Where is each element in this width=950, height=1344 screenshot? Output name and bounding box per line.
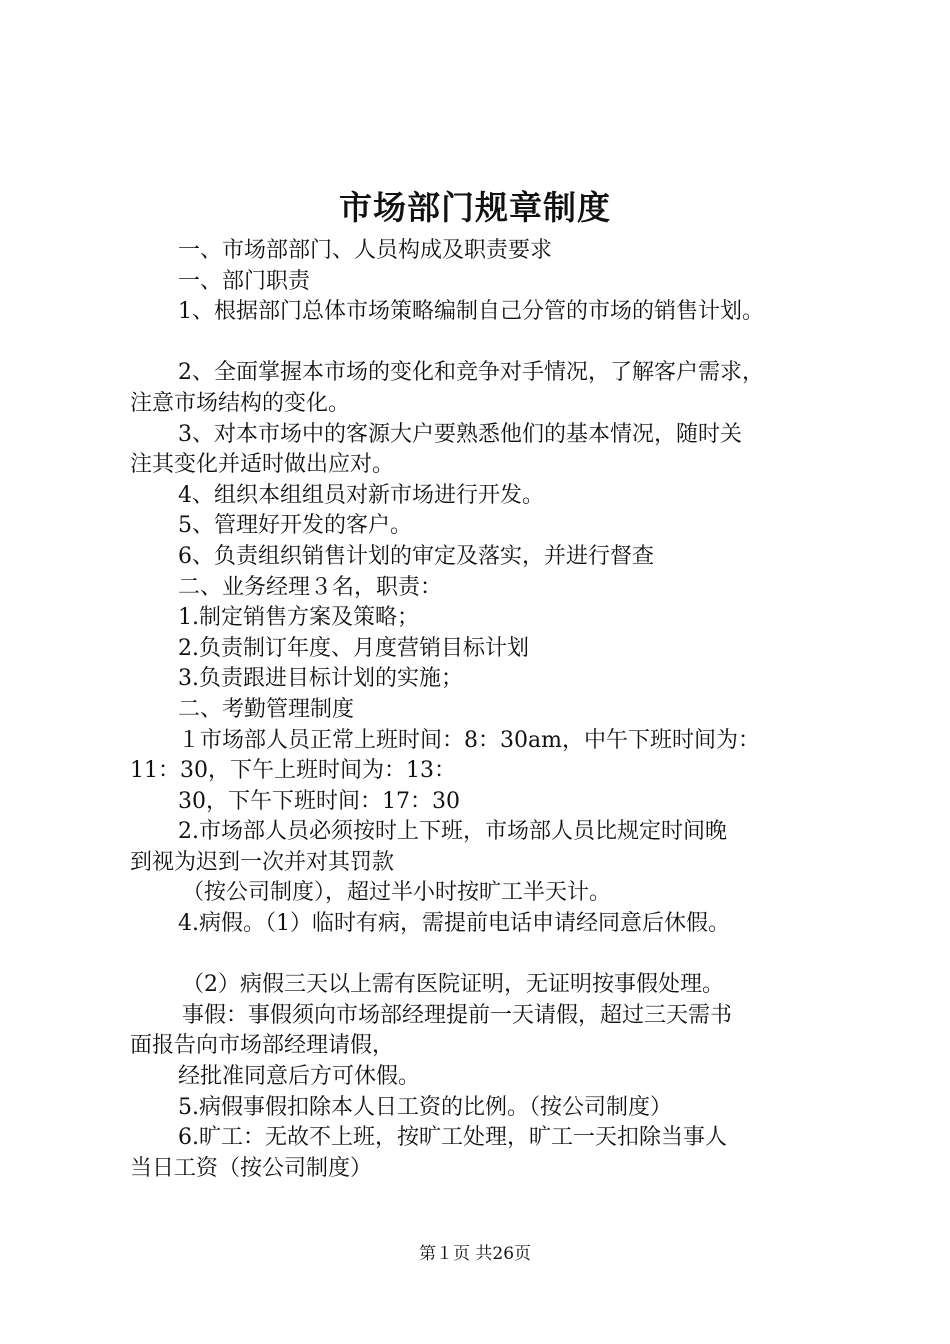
text-line: 1.制定销售方案及策略； [178,605,419,631]
page-title: 市场部门规章制度 [339,188,611,227]
page-footer: 第１页 共26页 [418,1244,532,1264]
text-line: 11：30，下午上班时间为：13： [130,758,456,784]
text-line: 6.旷工：无故不上班，按旷工处理，旷工一天扣除当事人 [178,1125,727,1151]
text-line: 1、根据部门总体市场策略编制自己分管的市场的销售计划。 [178,299,764,325]
text-line: １市场部人员正常上班时间：8：30am，中午下班时间为： [178,727,760,753]
text-line: 当日工资（按公司制度） [130,1155,373,1181]
text-line: 5.病假事假扣除本人日工资的比例。（按公司制度） [178,1094,672,1120]
text-line: 3.负责跟进目标计划的实施； [178,666,463,692]
text-line: 二、业务经理３名，职责： [178,574,443,600]
blank-line [130,940,840,971]
text-line: 4.病假。（1）临时有病，需提前电话申请经同意后休假。 [178,911,730,937]
text-line: 5、管理好开发的客户。 [178,513,412,539]
text-line: 4、组织本组组员对新市场进行开发。 [178,482,544,508]
document-body [130,236,840,1184]
text-line: 6、负责组织销售计划的审定及落实，并进行督查 [178,543,654,569]
text-line: 面报告向市场部经理请假， [130,1033,395,1059]
text-line: 3、对本市场中的客源大户要熟悉他们的基本情况，随时关 [178,421,742,447]
text-line: 经批准同意后方可休假。 [178,1064,421,1090]
blank-line [130,328,840,359]
text-line: 二、考勤管理制度 [178,696,355,722]
text-line: 注意市场结构的变化。 [130,390,351,416]
text-line: （2）病假三天以上需有医院证明，无证明按事假处理。 [182,972,724,998]
text-line: 2.市场部人员必须按时上下班，市场部人员比规定时间晚 [178,819,727,845]
text-line: 注其变化并适时做出应对。 [130,452,395,478]
text-line: 30，下午下班时间：17：30 [178,788,460,814]
text-line: 一、部门职责 [178,268,311,294]
text-line: 2.负责制订年度、月度营销目标计划 [178,635,529,661]
text-line: （按公司制度），超过半小时按旷工半天计。 [182,880,612,906]
text-line: 到视为迟到一次并对其罚款 [130,849,395,875]
text-line: 一、市场部部门、人员构成及职责要求 [178,238,553,263]
text-line: 2、全面掌握本市场的变化和竞争对手情况，了解客户需求， [178,360,764,386]
text-line: 事假：事假须向市场部经理提前一天请假，超过三天需书 [182,1002,733,1028]
